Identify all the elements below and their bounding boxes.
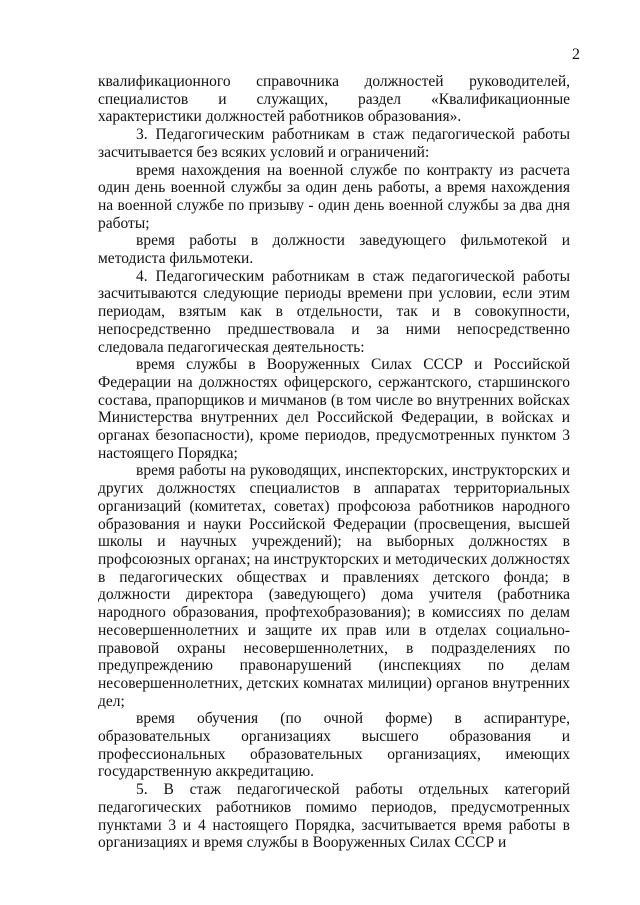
paragraph-continuation: квалификационного справочника должностей руководителей, специалистов и служащих, раздел «Квалификационные характеристики должностей работников образования». bbox=[98, 73, 570, 126]
paragraph-item-4: 4. Педагогическим работникам в стаж педагогической работы засчитываются следующие периоды времени при условии, если этим периодам, взятым как в отдельности, так и в совокупности, непосредственно предшествовала и за ними непосредственно следовала педагогическая деятельность: bbox=[98, 267, 570, 356]
paragraph-military-service: время нахождения на военной службе по контракту из расчета один день военной службы за один день работы, а время нахождения на военной службе по призыву - один день военной службы за два дня работы; bbox=[98, 161, 570, 232]
paragraph-armed-forces: время службы в Вооруженных Силах СССР и Российской Федерации на должностях офицерского, сержантского, старшинского состава, прапорщиков и мичманов (в том числе во внутренних войсках Министерства внутренних дел Российской Федерации, в войсках и органах безопасности), кроме периодов, предусмотренных пунктом 3 настоящего Порядка; bbox=[98, 356, 570, 462]
paragraph-film-library: время работы в должности заведующего фильмотекой и методиста фильмотеки. bbox=[98, 232, 570, 268]
page-number: 2 bbox=[572, 46, 580, 63]
paragraph-item-3: 3. Педагогическим работникам в стаж педагогической работы засчитывается без всяких условий и ограничений: bbox=[98, 126, 570, 161]
paragraph-education: время обучения (по очной форме) в аспирантуре, образовательных организациях высшего образования и профессиональных образовательных организациях, имеющих государственную аккредитацию. bbox=[98, 710, 570, 781]
paragraph-item-5: 5. В стаж педагогической работы отдельных категорий педагогических работников помимо периодов, предусмотренных пунктами 3 и 4 настоящего Порядка, засчитывается время работы в организациях и время службы в Вооруженных Силах СССР и bbox=[98, 781, 570, 852]
paragraph-union-work: время работы на руководящих, инспекторских, инструкторских и других должностях специалистов в аппаратах территориальных организаций (комитетах, советах) профсоюза работников народного образования и науки Российской Федерации (просвещения, высшей школы и научных учреждений); на выборных должностях в профсоюзных органах; на инструкторских и методических должностях в педагогических обществах и правлениях детского фонда; в должности директора (заведующего) дома учителя (работника народного образования, профтехобразования); в комиссиях по делам несовершеннолетних и защите их прав или в отделах социально-правовой охраны несовершеннолетних, в подразделениях по предупреждению правонарушений (инспекциях по делам несовершеннолетних, детских комнатах милиции) органов внутренних дел; bbox=[98, 462, 570, 710]
document-body bbox=[98, 73, 570, 852]
